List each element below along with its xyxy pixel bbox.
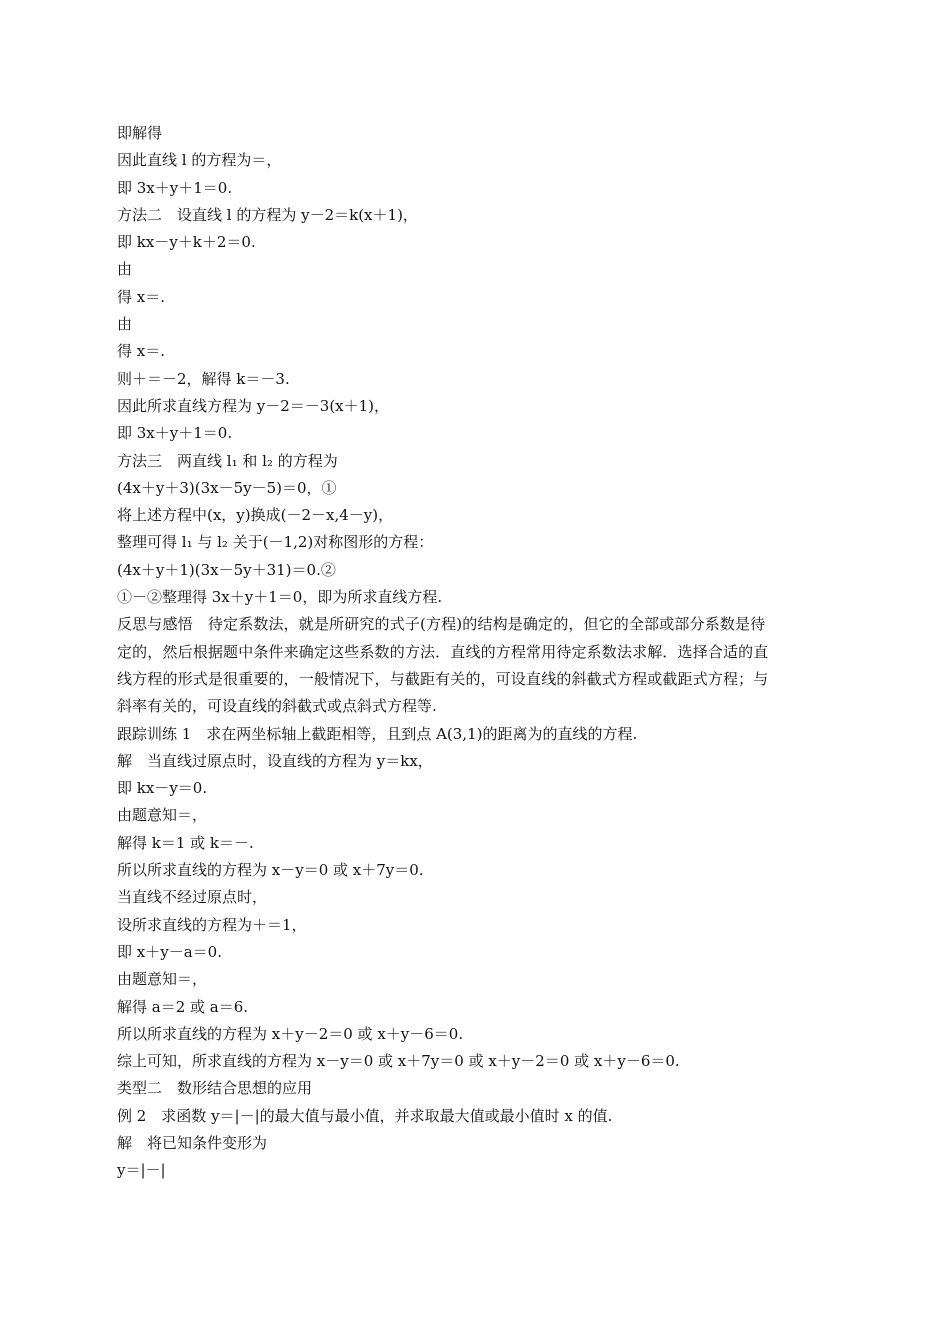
text-line: 因此直线 l 的方程为＝， [117,151,282,170]
text-line: 方法二 设直线 l 的方程为 y－2＝k(x＋1)， [117,205,418,224]
text-line: 跟踪训练 1 求在两坐标轴上截距相等，且到点 A(3,1)的距离为的直线的方程. [117,724,638,743]
text-line: (4x＋y＋1)(3x－5y＋31)＝0.② [117,560,336,579]
text-line: 即解得 [117,124,163,142]
text-line: 由 [117,260,133,279]
text-line: 方法三 两直线 l₁ 和 l₂ 的方程为 [117,451,338,470]
text-line: 解 当直线过原点时，设直线的方程为 y＝kx， [117,751,433,770]
text-line: 即 kx－y＋k＋2＝0. [117,233,256,252]
text-line: 当直线不经过原点时， [117,888,268,907]
text-line: 由题意知＝， [117,970,208,989]
text-line: 类型二 数形结合思想的应用 [117,1079,313,1098]
text-line: 解 将已知条件变形为 [117,1133,268,1152]
text-line: 设所求直线的方程为＋＝1， [117,915,307,934]
text-line: 得 x＝. [117,287,165,306]
text-line: (4x＋y＋3)(3x－5y－5)＝0，① [117,478,337,497]
text-line: 所以所求直线的方程为 x＋y－2＝0 或 x＋y－6＝0. [117,1024,464,1043]
text-line: 整理可得 l₁ 与 l₂ 关于(－1,2)对称图形的方程： [117,533,434,552]
text-line: 即 x＋y－a＝0. [117,942,222,961]
text-line: y＝|－| [117,1161,166,1180]
text-line: 即 3x＋y＋1＝0. [117,424,233,443]
text-line: 解得 a＝2 或 a＝6. [117,997,249,1016]
text-line: 因此所求直线方程为 y－2＝－3(x＋1)， [117,396,390,415]
text-line: 由题意知＝， [117,806,208,825]
text-line: 由 [117,315,133,334]
text-line: 所以所求直线的方程为 x－y＝0 或 x＋7y＝0. [117,861,424,880]
text-line: 即 kx－y＝0. [117,779,208,798]
text-line: 例 2 求函数 y＝|－|的最大值与最小值，并求取最大值或最小值时 x 的值. [117,1106,613,1125]
text-line: 定的，然后根据题中条件来确定这些系数的方法．直线的方程常用待定系数法求解．选择合适的直 [117,642,769,661]
text-line: 即 3x＋y＋1＝0. [117,178,233,197]
text-line: 综上可知，所求直线的方程为 x－y＝0 或 x＋7y＝0 或 x＋y－2＝0 或 x＋y－6＝0. [117,1052,680,1071]
text-line: 将上述方程中(x，y)换成(－2－x,4－y)， [117,506,394,525]
text-line: 解得 k＝1 或 k＝－. [117,833,254,852]
text-line: 得 x＝. [117,342,165,361]
text-line: 线方程的形式是很重要的，一般情况下，与截距有关的，可设直线的斜截式方程或截距式方程；与 [117,669,769,688]
text-line: 斜率有关的，可设直线的斜截式或点斜式方程等. [117,697,437,716]
text-line: 反思与感悟 待定系数法，就是所研究的式子(方程)的结构是确定的，但它的全部或部分系数是待 [117,615,766,634]
document-body [117,120,837,1185]
text-line: 则＋＝－2，解得 k＝－3. [117,369,290,388]
text-line: ①－②整理得 3x＋y＋1＝0，即为所求直线方程. [117,588,443,607]
